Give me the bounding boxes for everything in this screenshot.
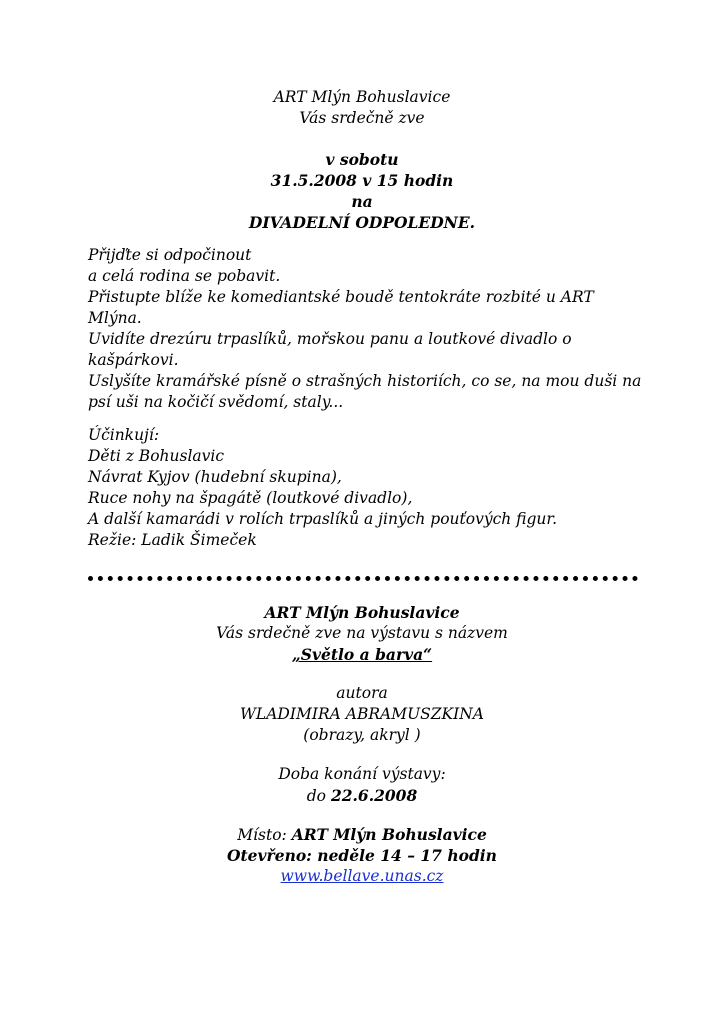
- paragraph-line: Mlýna.: [88, 309, 142, 327]
- duration-prefix: do: [306, 787, 331, 805]
- exhibition-invite-line: Vás srdečně zve na výstavu s názvem: [216, 624, 508, 642]
- dotted-divider: [88, 576, 638, 581]
- invitation-event-title: DIVADELNÍ ODPOLEDNE.: [248, 213, 476, 232]
- invitation-invite-line: Vás srdečně zve: [299, 109, 425, 127]
- performers-heading: Účinkují:: [88, 426, 160, 444]
- paragraph-line: Přijďte si odpočinout: [88, 246, 252, 264]
- exhibition-host: ART Mlýn Bohuslavice: [264, 603, 460, 622]
- website-link[interactable]: www.bellave.unas.cz: [280, 867, 444, 885]
- invitation-day: v sobotu: [325, 150, 399, 169]
- performer-item: Ruce nohy na špagátě (loutkové divadlo),: [88, 489, 413, 507]
- director-credit: Režie: Ladik Šimeček: [88, 531, 257, 549]
- performer-item: Návrat Kyjov (hudební skupina),: [88, 468, 342, 486]
- opening-hours: Otevřeno: neděle 14 – 17 hodin: [227, 846, 497, 865]
- performer-item: Děti z Bohuslavic: [88, 447, 225, 465]
- duration-label: Doba konání výstavy:: [278, 765, 446, 783]
- exhibition-medium: (obrazy, akryl ): [303, 726, 421, 744]
- paragraph-line: psí uši na kočičí svědomí, staly...: [88, 393, 344, 411]
- paragraph-line: Přistupte blíže ke komediantské boudě tentokráte rozbité u ART: [88, 288, 594, 306]
- invitation-na: na: [351, 192, 373, 211]
- place-label: Místo:: [237, 826, 292, 844]
- website-line: [0, 866, 724, 887]
- duration-line: [0, 785, 724, 807]
- invitation-host: ART Mlýn Bohuslavice: [273, 88, 451, 106]
- place-line: [0, 824, 724, 846]
- exhibition-title: „Světlo a barva“: [291, 645, 433, 664]
- exhibition-title-wrap: [0, 644, 724, 665]
- paragraph-line: Uvidíte drezúru trpaslíků, mořskou panu a loutkové divadlo o: [88, 330, 572, 348]
- author-label: autora: [336, 684, 388, 702]
- author-name: WLADIMIRA ABRAMUSZKINA: [240, 705, 484, 723]
- paragraph-line: kašpárkovi.: [88, 351, 179, 369]
- paragraph-line: Uslyšíte kramářské písně o strašných historiích, co se, na mou duši na: [88, 372, 642, 390]
- performer-item: A další kamarádi v rolích trpaslíků a jiných pouťových figur.: [88, 510, 558, 528]
- paragraph-line: a celá rodina se pobavit.: [88, 267, 281, 285]
- duration-date: 22.6.2008: [330, 786, 418, 805]
- invitation-date: 31.5.2008 v 15 hodin: [270, 171, 454, 190]
- place-value: ART Mlýn Bohuslavice: [291, 825, 487, 844]
